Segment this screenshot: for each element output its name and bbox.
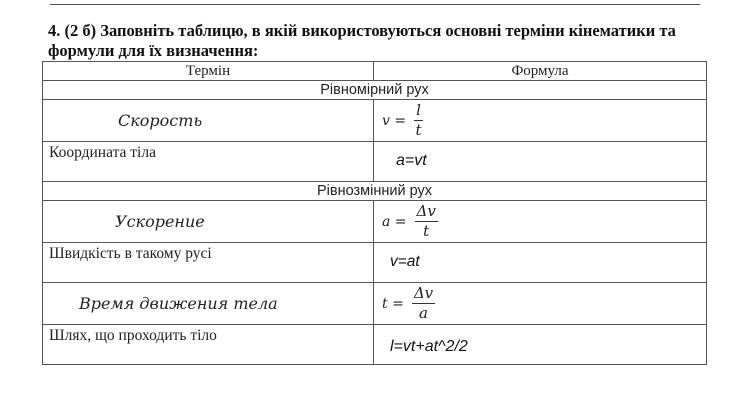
fraction — [415, 203, 438, 240]
section-row-uniform — [43, 81, 707, 100]
answer-velocity: v=at — [390, 253, 420, 270]
top-divider — [50, 4, 700, 5]
fraction-denominator: t — [415, 121, 422, 139]
fraction — [414, 102, 423, 139]
formula-acceleration-cell — [374, 201, 707, 243]
kinematics-table — [42, 61, 707, 365]
formula-speed-cell — [374, 100, 707, 142]
table-row — [43, 283, 707, 325]
section-row-accelerated — [43, 182, 707, 201]
formula-time — [382, 283, 435, 324]
task-title: 4. (2 б) Заповніть таблицю, в якій використовуються основні терміни кінематики та формули для їх визначення: — [48, 21, 676, 60]
formula-coordinate-cell — [374, 142, 707, 182]
term-path: Шлях, що проходить тіло — [43, 325, 374, 365]
formula-velocity-cell — [374, 243, 707, 283]
fraction-denominator: a — [418, 304, 428, 322]
section-accelerated-motion: Рівнозмінний рух — [43, 182, 707, 201]
fraction-numerator: Δv — [416, 202, 436, 220]
table-row — [43, 201, 707, 243]
header-formula: Формула — [374, 62, 707, 81]
formula-path-cell — [374, 325, 707, 365]
answer-path: l=vt+at^2/2 — [390, 338, 468, 355]
header-row — [43, 62, 707, 81]
formula-lhs: v = — [382, 112, 407, 129]
formula-time-cell — [374, 283, 707, 325]
fraction-numerator: Δv — [413, 284, 434, 302]
table-row — [43, 325, 707, 365]
term-speed: Скорость — [43, 100, 374, 142]
table-row — [43, 243, 707, 283]
formula-acceleration — [382, 201, 438, 242]
formula-lhs: t = — [382, 295, 404, 312]
answer-coordinate: a=vt — [396, 152, 427, 169]
formula-lhs: a = — [382, 213, 407, 230]
table-row — [43, 142, 707, 182]
section-uniform-motion: Рівномірний рух — [43, 81, 707, 100]
formula-speed — [382, 100, 423, 141]
term-acceleration: Ускорение — [43, 201, 374, 243]
header-term: Термін — [43, 62, 374, 81]
fraction — [412, 285, 435, 322]
fraction-numerator: l — [416, 101, 421, 119]
term-velocity-accelerated: Швидкість в такому русі — [43, 243, 374, 283]
term-coordinate: Координата тіла — [43, 142, 374, 182]
table-row — [43, 100, 707, 142]
term-time: Время движения тела — [43, 283, 374, 325]
fraction-denominator: t — [423, 222, 430, 240]
